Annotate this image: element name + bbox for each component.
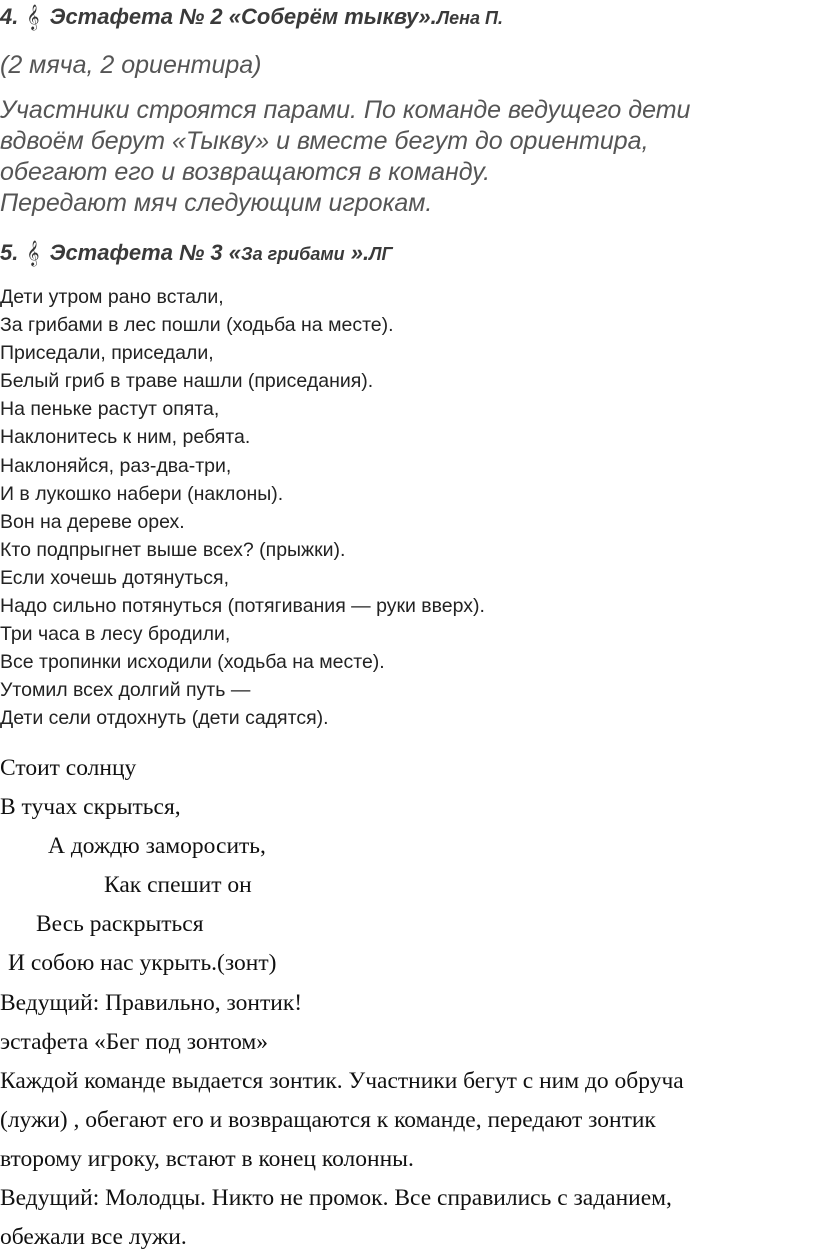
description-line: Участники строятся парами. По команде ведущего дети [0, 96, 691, 124]
relay-3-heading [0, 240, 393, 267]
relay-description-line: (лужи) , обегают его и возвращаются к команде, передают зонтик [0, 1106, 656, 1133]
relay-2-heading [0, 4, 503, 31]
relay-2-tag: Лена П. [436, 8, 503, 28]
poem-line: Белый гриб в траве нашли (приседания). [0, 370, 374, 393]
section-number: 4. [0, 4, 19, 29]
treble-clef-icon: 𝄞 [26, 240, 40, 265]
relay-2-description [0, 95, 690, 219]
relay-2-title: Эстафета № 2 «Соберём тыкву». [49, 4, 437, 29]
poem-line: Кто подпрыгнет выше всех? (прыжки). [0, 538, 346, 561]
poem-line: Наклоняйся, раз-два-три, [0, 454, 232, 477]
poem-line: За грибами в лес пошли (ходьба на месте). [0, 314, 394, 337]
description-line: вдвоём берут «Тыкву» и вместе бегут до ориентира, [0, 127, 649, 155]
poem-line: Утомил всех долгий путь — [0, 679, 251, 702]
treble-clef-icon: 𝄞 [26, 4, 40, 29]
poem-line: Три часа в лесу бродили, [0, 623, 231, 646]
riddle-line: И собою нас укрыть.(зонт) [8, 950, 277, 977]
poem-line: Вон на дереве орех. [0, 510, 185, 533]
relay-3-title: Эстафета № 3 « [49, 240, 241, 265]
section-number: 5. [0, 240, 19, 265]
poem-line: Наклонитесь к ним, ребята. [0, 426, 251, 449]
poem-line: И в лукошко набери (наклоны). [0, 482, 284, 505]
riddle-line: А дождю заморосить, [48, 833, 266, 860]
poem-line: На пеньке растут опята, [0, 398, 220, 421]
mushroom-poem [0, 283, 485, 733]
poem-line: Надо сильно потянуться (потягивания — руки вверх). [0, 595, 485, 618]
relay-3-title-small: За грибами [241, 244, 345, 264]
host-line: Ведущий: Правильно, зонтик! [0, 989, 303, 1016]
host-line: Ведущий: Молодцы. Никто не промок. Все справились с заданием, [0, 1185, 672, 1212]
host-line: обежали все лужи. [0, 1224, 187, 1251]
poem-line: Все тропинки исходили (ходьба на месте). [0, 651, 385, 674]
relay-3-title-end: ». [344, 240, 370, 265]
description-line: Передают мяч следующим игрокам. [0, 189, 433, 217]
riddle-line: В тучах скрыться, [0, 794, 181, 821]
description-line: обегают его и возвращаются в команду. [0, 158, 491, 186]
riddle-line: Как спешит он [104, 872, 252, 899]
relay-3-tag: ЛГ [369, 244, 393, 264]
poem-line: Дети сели отдохнуть (дети садятся). [0, 707, 329, 730]
riddle-line: Стоит солнцу [0, 755, 137, 781]
riddle-line: Весь раскрыться [36, 911, 204, 938]
relay-2-equipment: (2 мяча, 2 ориентира) [0, 51, 262, 79]
relay-title: эстафета «Бег под зонтом» [0, 1028, 269, 1055]
relay-description-line: второму игроку, встают в конец колонны. [0, 1145, 414, 1172]
poem-line: Дети утром рано встали, [0, 286, 224, 308]
poem-line: Если хочешь дотянуться, [0, 566, 230, 589]
relay-description-line: Каждой команде выдается зонтик. Участники бегут с ним до обруча [0, 1067, 684, 1094]
umbrella-section [0, 749, 816, 1257]
poem-line: Приседали, приседали, [0, 342, 214, 365]
